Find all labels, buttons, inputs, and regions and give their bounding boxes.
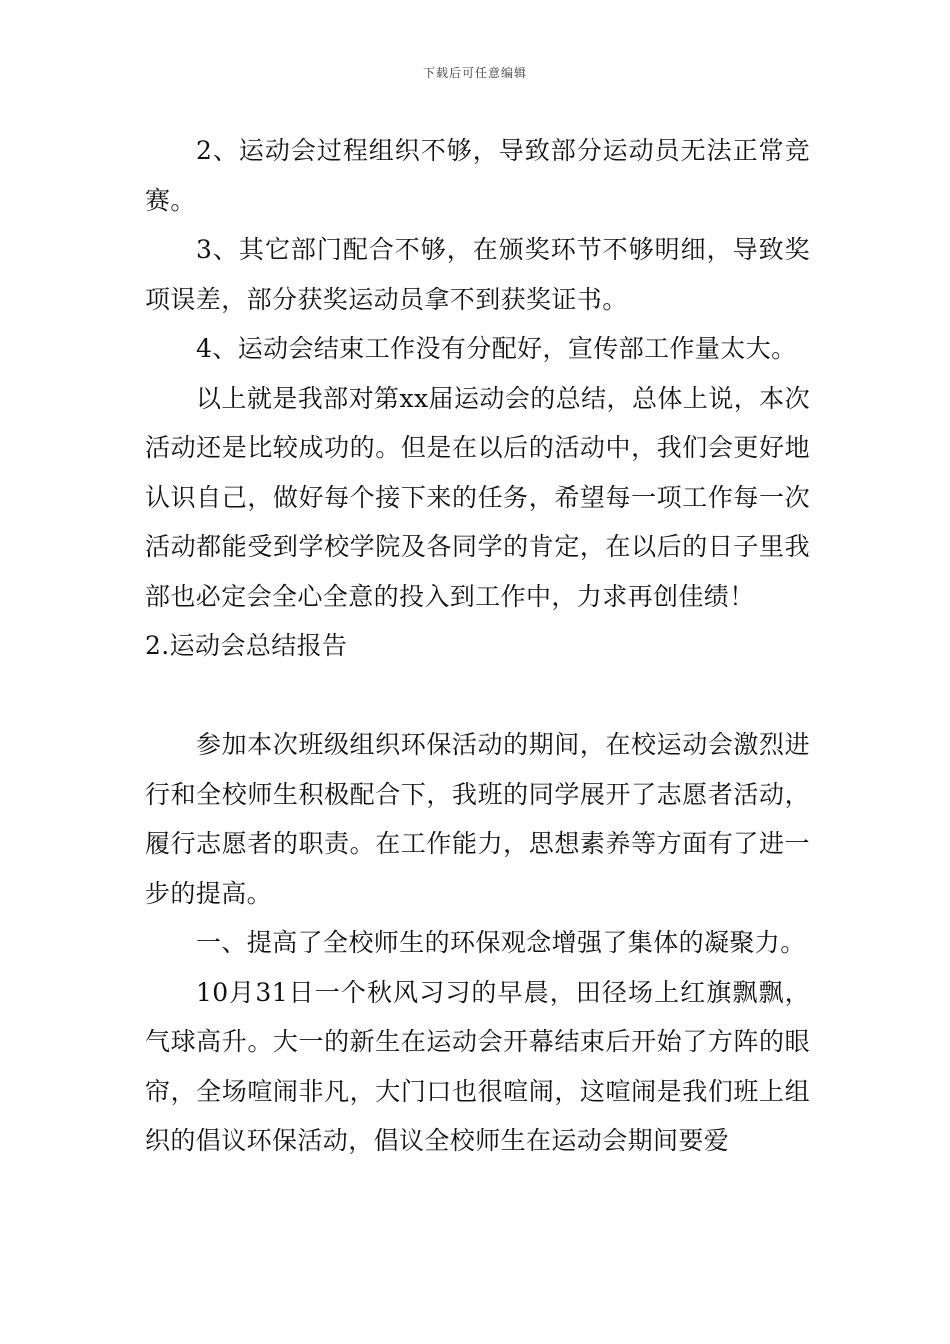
paragraph-narrative: 10月31日一个秋风习习的早晨，田径场上红旗飘飘，气球高升。大一的新生在运动会开幕结束后开始了方阵的眼帘，全场喧闹非凡，大门口也很喧闹，这喧闹是我们班上组织的倡议环保活动，倡议全校师生在运动会期间要爱 — [145, 977, 810, 1155]
document-body — [145, 126, 810, 1166]
paragraph-item-4: 4、运动会结束工作没有分配好，宣传部工作量太大。 — [196, 334, 797, 363]
paragraph-item-3: 3、其它部门配合不够，在颁奖环节不够明细，导致奖项误差，部分获奖运动员拿不到获奖证书。 — [145, 235, 810, 314]
paragraph-intro: 参加本次班级组织环保活动的期间，在校运动会激烈进行和全校师生积极配合下，我班的同学展开了志愿者活动，履行志愿者的职责。在工作能力，思想素养等方面有了进一步的提高。 — [145, 730, 810, 908]
page-header-note: 下载后可任意编辑 — [422, 66, 527, 80]
blank-line — [145, 671, 810, 721]
paragraph-summary: 以上就是我部对第xx届运动会的总结，总体上说，本次活动还是比较成功的。但是在以后的活动中，我们会更好地认识自己，做好每个接下来的任务，希望每一项工作每一次活动都能受到学校学院及各同学的肯定，在以后的日子里我部也必定会全心全意的投入到工作中，力求再创佳绩！ — [145, 383, 810, 611]
section-heading: 2.运动会总结报告 — [145, 631, 348, 660]
paragraph-item-2: 2、运动会过程组织不够，导致部分运动员无法正常竞赛。 — [145, 136, 810, 215]
paragraph-point-one: 一、提高了全校师生的环保观念增强了集体的凝聚力。 — [196, 928, 806, 957]
